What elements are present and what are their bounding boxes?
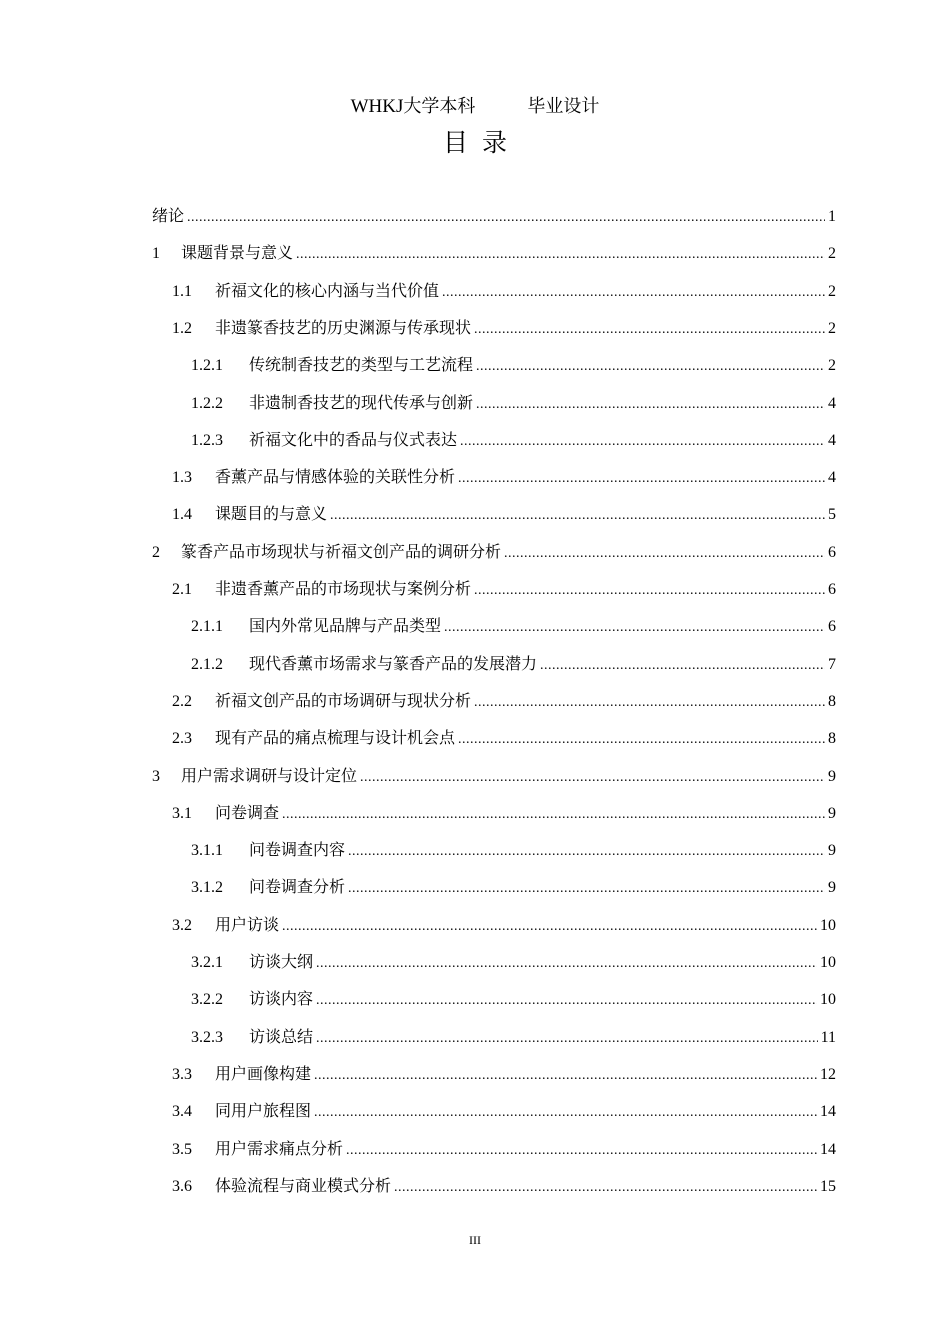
toc-entry[interactable] <box>172 315 836 341</box>
toc-entry-page: 5 <box>828 506 836 524</box>
toc-entry-title: 用户访谈 <box>215 914 280 934</box>
toc-entry[interactable] <box>172 1136 836 1162</box>
toc-leader-dots <box>348 839 825 865</box>
toc-entry-title: 非遗篆香技艺的历史渊源与传承现状 <box>215 317 472 337</box>
toc-entry-title: 用户画像构建 <box>215 1063 312 1083</box>
toc-entry-title: 访谈总结 <box>249 1026 314 1046</box>
toc-entry[interactable] <box>191 949 836 975</box>
toc-entry-number: 3.1.1 <box>191 842 223 860</box>
toc-leader-dots <box>296 242 825 268</box>
toc-leader-dots <box>316 951 817 977</box>
toc-entry-number: 3 <box>152 767 160 785</box>
toc-entry-number: 1.2.1 <box>191 357 223 375</box>
toc-leader-dots <box>316 1026 818 1052</box>
toc-entry-number: 1.3 <box>172 469 192 487</box>
toc-entry[interactable] <box>191 874 836 900</box>
toc-leader-dots <box>360 765 825 791</box>
toc-leader-dots <box>474 317 825 343</box>
toc-leader-dots <box>346 1138 817 1164</box>
toc-entry-number: 2 <box>152 543 160 561</box>
toc-entry-page: 14 <box>820 1140 836 1158</box>
toc-entry[interactable] <box>172 1173 836 1199</box>
toc-entry-number: 2.3 <box>172 730 192 748</box>
toc-entry-number: 1.2 <box>172 319 192 337</box>
toc-entry-number: 1.2.3 <box>191 431 223 449</box>
toc-entry-number: 3.1.2 <box>191 879 223 897</box>
toc-entry[interactable] <box>172 725 836 751</box>
toc-entry-page: 7 <box>828 655 836 673</box>
toc-entry-page: 6 <box>828 581 836 598</box>
toc-entry-title: 绪论 <box>152 206 185 225</box>
toc-entry-page: 2 <box>828 282 836 300</box>
toc-entry[interactable] <box>152 203 836 229</box>
toc-entry-page: 9 <box>828 804 836 822</box>
toc-entry-title: 国内外常见品牌与产品类型 <box>249 616 442 636</box>
toc-leader-dots <box>504 541 825 567</box>
toc-entry-page: 1 <box>828 208 836 225</box>
toc-entry-title: 现代香薰市场需求与篆香产品的发展潜力 <box>249 653 538 673</box>
toc-leader-dots <box>474 578 825 604</box>
document-header <box>0 95 950 119</box>
toc-entry-page: 4 <box>828 431 836 449</box>
toc-entry[interactable] <box>172 464 836 490</box>
toc-entry-title: 用户需求调研与设计定位 <box>181 765 358 785</box>
toc-entry-title: 问卷调查 <box>215 802 280 822</box>
toc-entry[interactable] <box>172 912 836 938</box>
toc-entry[interactable] <box>172 278 836 304</box>
toc-entry-page: 8 <box>828 692 836 710</box>
toc-entry[interactable] <box>191 837 836 863</box>
toc-entry-number: 3.5 <box>172 1140 192 1158</box>
toc-leader-dots <box>442 280 825 306</box>
toc-leader-dots <box>458 727 825 753</box>
toc-entry-title: 问卷调查内容 <box>249 840 346 860</box>
toc-entry-number: 1 <box>152 245 160 263</box>
toc-entry-title: 用户需求痛点分析 <box>215 1138 344 1158</box>
toc-entry-title: 传统制香技艺的类型与工艺流程 <box>249 355 474 375</box>
toc-entry-page: 9 <box>828 767 836 785</box>
toc-entry[interactable] <box>191 651 836 677</box>
toc-leader-dots <box>458 466 825 492</box>
toc-entry-title: 祈福文创产品的市场调研与现状分析 <box>215 690 472 710</box>
page-number: III <box>469 1233 481 1247</box>
toc-entry-page: 9 <box>828 842 836 860</box>
toc-leader-dots <box>330 503 825 529</box>
toc-entry-title: 非遗制香技艺的现代传承与创新 <box>249 392 474 412</box>
toc-leader-dots <box>460 429 825 455</box>
toc-entry-page: 15 <box>820 1177 836 1195</box>
toc-entry-title: 同用户旅程图 <box>215 1101 312 1121</box>
toc-leader-dots <box>282 914 817 940</box>
toc-entry-page: 4 <box>828 394 836 412</box>
toc-entry[interactable] <box>172 576 836 602</box>
toc-entry-title: 篆香产品市场现状与祈福文创产品的调研分析 <box>181 541 502 561</box>
toc-entry-page: 6 <box>828 543 836 561</box>
toc-entry[interactable] <box>172 688 836 714</box>
header-school: WHKJ <box>350 96 404 117</box>
toc-entry-page: 2 <box>828 319 836 337</box>
toc-entry[interactable] <box>191 1024 836 1050</box>
toc-leader-dots <box>314 1063 817 1089</box>
toc-entry-number: 3.1 <box>172 804 192 822</box>
toc-entry-page: 10 <box>820 916 836 934</box>
toc-entry[interactable] <box>191 613 836 639</box>
toc-leader-dots <box>474 690 825 716</box>
toc-entry-page: 8 <box>828 730 836 748</box>
toc-entry-page: 9 <box>828 879 836 897</box>
toc-entry-page: 10 <box>820 991 836 1009</box>
toc-entry-title: 非遗香薰产品的市场现状与案例分析 <box>215 579 472 598</box>
toc-entry-number: 3.2.1 <box>191 954 223 971</box>
toc-entry[interactable] <box>172 501 836 527</box>
toc-leader-dots <box>314 1100 817 1126</box>
toc-entry-number: 3.2.3 <box>191 1028 223 1046</box>
toc-entry-title: 香薰产品与情感体验的关联性分析 <box>215 467 456 487</box>
header-design: 毕业设计 <box>527 96 600 117</box>
page-title: 目录 <box>442 128 521 157</box>
toc-leader-dots <box>348 876 825 902</box>
toc-entry-number: 3.2.2 <box>191 991 223 1009</box>
toc-leader-dots <box>444 615 825 641</box>
toc-entry-page: 2 <box>828 245 836 263</box>
toc-leader-dots <box>540 653 825 679</box>
toc-entry[interactable] <box>152 240 836 266</box>
toc-entry-title: 课题目的与意义 <box>215 504 328 524</box>
toc-entry-page: 14 <box>820 1103 836 1121</box>
toc-entry-title: 现有产品的痛点梳理与设计机会点 <box>215 728 456 748</box>
toc-entry-number: 2.1 <box>172 581 192 598</box>
toc-entry[interactable] <box>191 986 836 1012</box>
toc-entry-page: 2 <box>828 357 836 375</box>
toc-entry-number: 3.4 <box>172 1103 192 1121</box>
toc-leader-dots <box>187 205 825 231</box>
toc-entry-number: 3.2 <box>172 916 192 934</box>
toc-entry[interactable] <box>152 539 836 565</box>
toc-entry-title: 祈福文化的核心内涵与当代价值 <box>215 280 440 300</box>
toc-entry-number: 3.3 <box>172 1065 192 1083</box>
toc-leader-dots <box>394 1175 817 1201</box>
toc-entry[interactable] <box>172 1098 836 1124</box>
toc-entry-number: 2.1.1 <box>191 618 223 636</box>
toc-entry-number: 3.6 <box>172 1177 192 1195</box>
toc-entry-page: 10 <box>820 954 836 971</box>
toc-entry-title: 课题背景与意义 <box>181 243 294 263</box>
toc-entry[interactable] <box>191 352 836 378</box>
toc-entry-number: 1.1 <box>172 282 192 300</box>
toc-leader-dots <box>282 802 825 828</box>
toc-entry-page: 4 <box>828 469 836 487</box>
toc-entry[interactable] <box>191 390 836 416</box>
toc-entry-number: 1.2.2 <box>191 394 223 412</box>
toc-entry-page: 6 <box>828 618 836 636</box>
toc-entry[interactable] <box>172 800 836 826</box>
toc-entry-page: 12 <box>820 1065 836 1083</box>
toc-leader-dots <box>476 392 825 418</box>
toc-entry-title: 体验流程与商业模式分析 <box>215 1175 392 1195</box>
toc-leader-dots <box>476 354 825 380</box>
toc-entry-page: 11 <box>820 1028 836 1046</box>
toc-entry-number: 2.2 <box>172 692 192 710</box>
toc-entry-title: 访谈内容 <box>249 989 314 1009</box>
header-label: 大学本科 <box>403 96 476 117</box>
toc-entry-title: 祈福文化中的香品与仪式表达 <box>249 429 458 449</box>
toc-entry[interactable] <box>191 427 836 453</box>
toc-entry[interactable] <box>172 1061 836 1087</box>
toc-leader-dots <box>316 988 817 1014</box>
toc-entry-title: 问卷调查分析 <box>249 877 346 897</box>
toc-entry-title: 访谈大纲 <box>249 952 314 971</box>
toc-entry-number: 1.4 <box>172 506 192 524</box>
toc-entry-number: 2.1.2 <box>191 655 223 673</box>
toc-entry[interactable] <box>152 763 836 789</box>
